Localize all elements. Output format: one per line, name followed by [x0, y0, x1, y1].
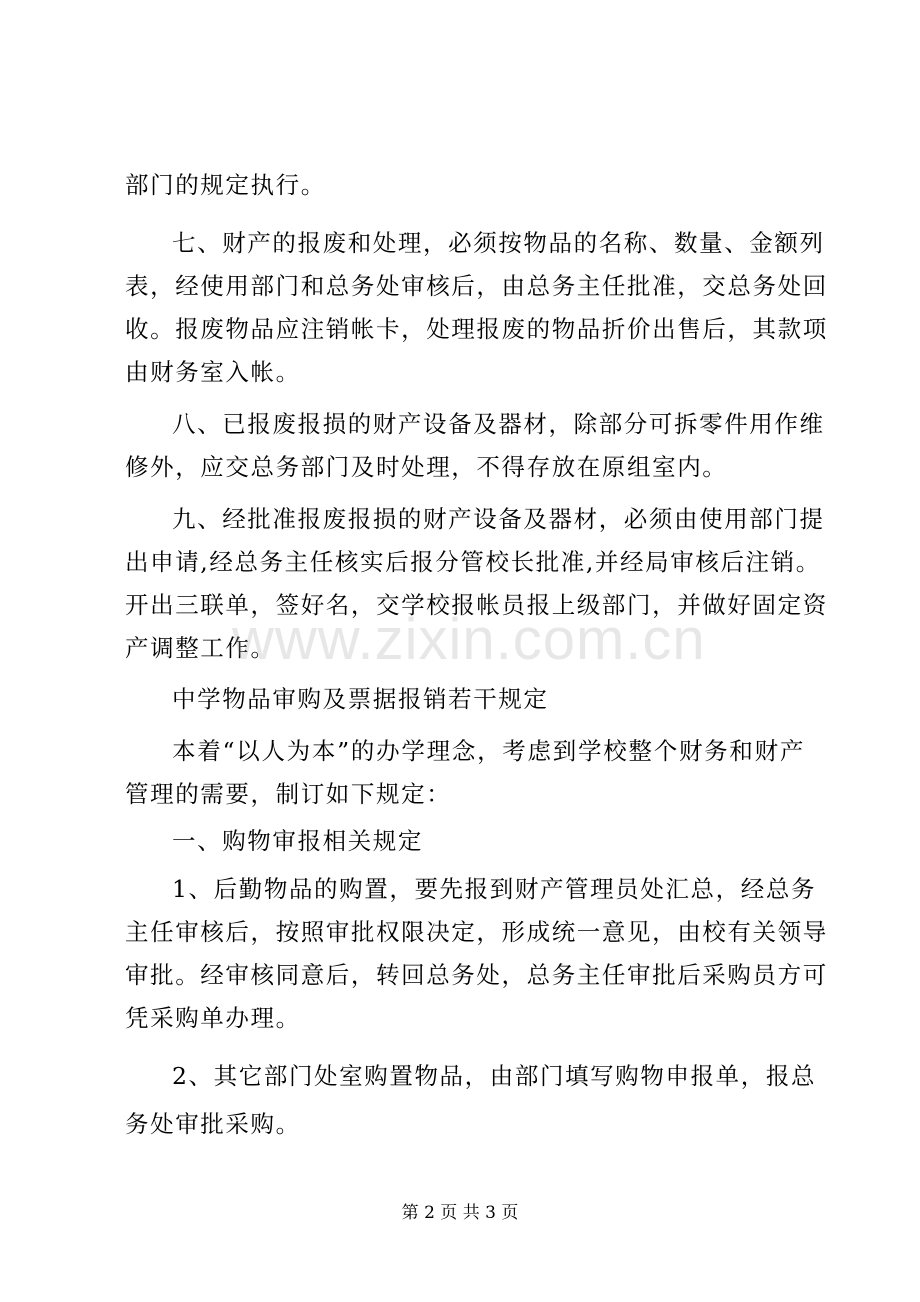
paragraph-9-line: 产调整工作。 — [125, 634, 276, 662]
watermark: www.zixin.com.cn — [232, 607, 706, 672]
item-1-line: 1、后勤物品的购置，要先报到财产管理员处汇总，经总务 — [172, 875, 817, 903]
page-footer: 第 2 页 共 3 页 — [401, 1203, 519, 1223]
paragraph-8-line: 八、已报废报损的财产设备及器材，除部分可拆零件用作维 — [172, 410, 825, 438]
paragraph-7-line: 七、财产的报废和处理，必须按物品的名称、数量、金额列 — [172, 229, 825, 257]
paragraph-7-line: 表，经使用部门和总务处审核后，由总务主任批准，交总务处回 — [125, 272, 828, 300]
paragraph-7-line: 收。报废物品应注销帐卡，处理报废的物品折价出售后，其款项 — [125, 315, 828, 343]
item-1-line: 凭采购单办理。 — [125, 1004, 301, 1032]
paragraph-9-line: 九、经批准报废报损的财产设备及器材，必须由使用部门提 — [172, 505, 825, 533]
subsection-title: 一、购物审报相关规定 — [172, 827, 423, 855]
item-2-line: 务处审批采购。 — [125, 1110, 301, 1138]
paragraph-8-line: 修外，应交总务部门及时处理，不得存放在原组室内。 — [125, 453, 728, 481]
item-1-line: 主任审核后，按照审批权限决定，形成统一意见，由校有关领导 — [125, 918, 828, 946]
paragraph-9-line: 出申请,经总务主任核实后报分管校长批准,并经局审核后注销。 — [125, 548, 821, 576]
item-1-line: 审批。经审核同意后，转回总务处，总务主任审批后采购员方可 — [125, 961, 828, 989]
intro-paragraph-line: 管理的需要，制订如下规定： — [125, 780, 452, 808]
paragraph-7-line: 由财务室入帐。 — [125, 358, 301, 386]
intro-paragraph-line: 本着“以人为本”的办学理念，考虑到学校整个财务和财产 — [172, 737, 805, 765]
paragraph-9-line: 开出三联单，签好名，交学校报帐员报上级部门，并做好固定资 — [125, 591, 828, 619]
section-title: 中学物品审购及票据报销若干规定 — [172, 685, 549, 713]
item-2-line: 2、其它部门处室购置物品，由部门填写购物申报单，报总 — [172, 1062, 817, 1090]
text-line: 部门的规定执行。 — [125, 171, 326, 199]
